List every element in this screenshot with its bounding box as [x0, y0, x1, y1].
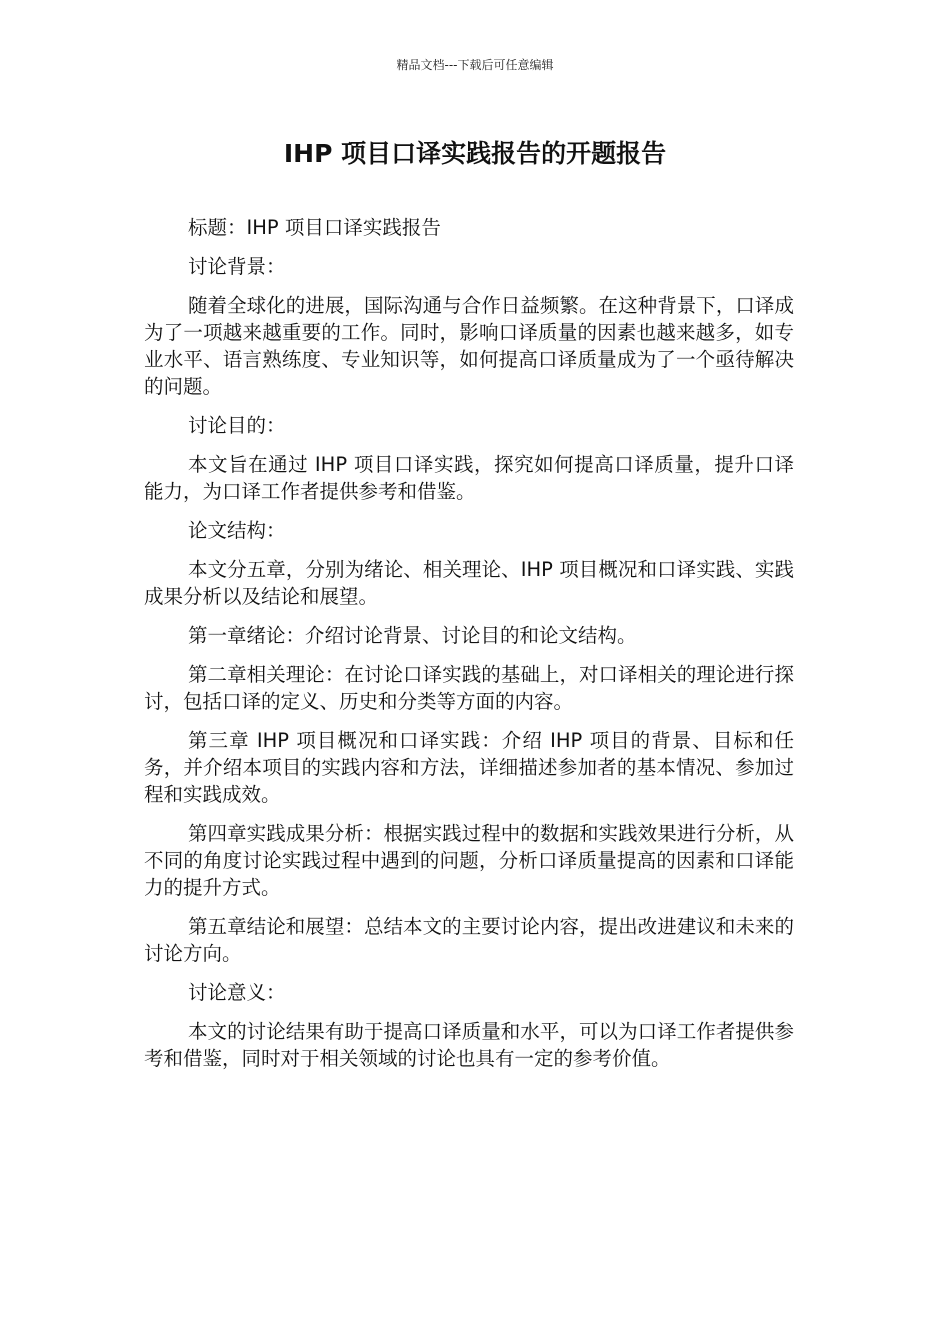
paragraph-structure: 本文分五章，分别为绪论、相关理论、IHP 项目概况和口译实践、实践成果分析以及结论和展望。 — [144, 558, 794, 608]
document-body — [144, 214, 794, 1084]
paragraph-background: 随着全球化的进展，国际沟通与合作日益频繁。在这种背景下，口译成为了一项越来越重要的工作。同时，影响口译质量的因素也越来越多，如专业水平、语言熟练度、专业知识等，如何提高口译质量成为了一个亟待解决的问题。 — [144, 294, 794, 398]
paragraph-chapter-2: 第二章相关理论：在讨论口译实践的基础上，对口译相关的理论进行探讨，包括口译的定义、历史和分类等方面的内容。 — [144, 663, 794, 713]
document-title: IHP 项目口译实践报告的开题报告 — [283, 139, 667, 168]
paragraph-chapter-3: 第三章 IHP 项目概况和口译实践：介绍 IHP 项目的背景、目标和任务，并介绍本项目的实践内容和方法，详细描述参加者的基本情况、参加过程和实践成效。 — [144, 729, 794, 806]
heading-structure: 论文结构： — [188, 519, 286, 542]
paragraph-title-line: 标题：IHP 项目口译实践报告 — [188, 216, 441, 239]
paragraph-chapter-5: 第五章结论和展望：总结本文的主要讨论内容，提出改进建议和未来的讨论方向。 — [144, 915, 794, 965]
heading-significance: 讨论意义： — [188, 981, 286, 1004]
header-note: 精品文档---下载后可任意编辑 — [396, 58, 554, 72]
paragraph-purpose: 本文旨在通过 IHP 项目口译实践，探究如何提高口译质量，提升口译能力，为口译工作者提供参考和借鉴。 — [144, 453, 794, 503]
heading-purpose: 讨论目的： — [188, 414, 286, 437]
paragraph-significance: 本文的讨论结果有助于提高口译质量和水平，可以为口译工作者提供参考和借鉴，同时对于相关领域的讨论也具有一定的参考价值。 — [144, 1020, 794, 1070]
paragraph-chapter-1: 第一章绪论：介绍讨论背景、讨论目的和论文结构。 — [188, 624, 637, 647]
paragraph-chapter-4: 第四章实践成果分析：根据实践过程中的数据和实践效果进行分析，从不同的角度讨论实践过程中遇到的问题，分析口译质量提高的因素和口译能力的提升方式。 — [144, 822, 794, 899]
heading-background: 讨论背景： — [188, 255, 286, 278]
